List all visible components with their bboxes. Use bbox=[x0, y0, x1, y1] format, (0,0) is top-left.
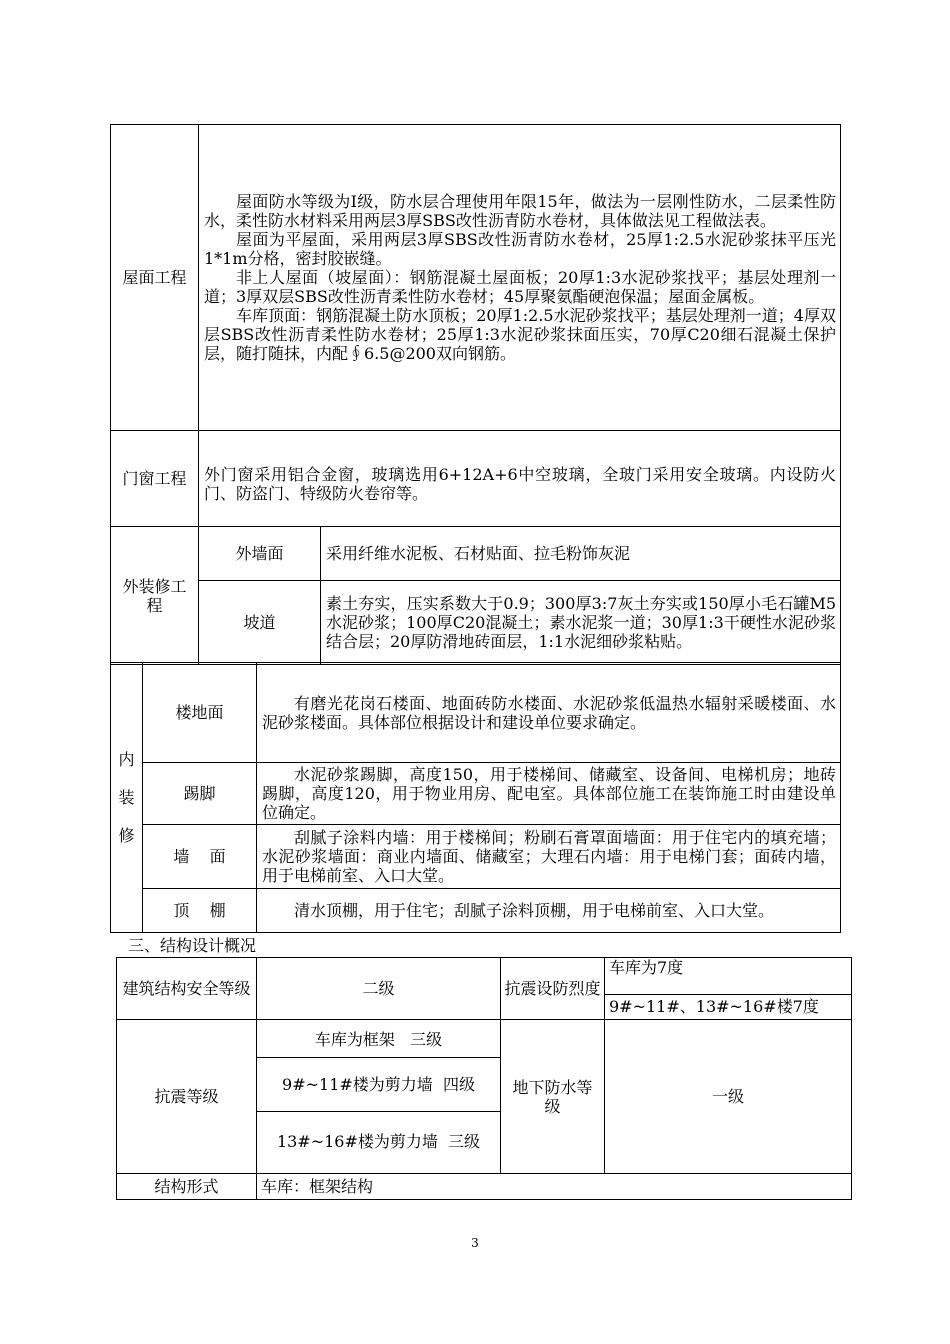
interior-table bbox=[110, 662, 841, 933]
seismic-value: 13#~16#楼为剪力墙 三级 bbox=[257, 1112, 500, 1172]
interior-label bbox=[111, 663, 143, 933]
fortify-value: 车库为7度 bbox=[609, 958, 684, 977]
interior-label-char: 装 bbox=[118, 787, 135, 807]
interior-row-text: 清水顶棚，用于住宅；刮腻子涂料顶棚，用于电梯前室、入口大堂。 bbox=[257, 889, 841, 933]
seismic-values bbox=[257, 1020, 501, 1174]
roof-paragraph: 非上人屋面（坡屋面）：钢筋混凝土屋面板；20厚1:3水泥砂浆找平；基层处理剂一道；3厚双层SBS改性沥青柔性防水卷材；45厚聚氨酯硬泡保温；屋面金属板。 bbox=[204, 268, 837, 306]
seismic-label: 抗震等级 bbox=[117, 1020, 257, 1174]
underground-value: 一级 bbox=[605, 1020, 852, 1174]
ramp-text: 素土夯实，压实系数大于0.9；300厚3:7灰土夯实或150厚小毛石罐M5水泥砂浆；100厚C20混凝土；素水泥浆一道；30厚1:3干硬性水泥砂浆结合层；20厚防滑地砖面层，1:1水泥细砂浆粘贴。 bbox=[321, 581, 841, 665]
exterior-wall-text: 采用纤维水泥板、石材贴面、拉毛粉饰灰泥 bbox=[321, 527, 841, 581]
interior-label-char: 内 bbox=[118, 749, 135, 769]
roof-paragraph: 车库顶面：钢筋混凝土防水顶板；20厚1:2.5水泥砂浆找平；基层处理剂一道；4厚双层SBS改性沥青柔性防水卷材；25厚1:3水泥砂浆抹面压实，70厚C20细石混凝土保护层，随打随抹，内配∮6.5@200双向钢筋。 bbox=[204, 306, 837, 363]
underground-label: 地下防水等级 bbox=[501, 1020, 605, 1174]
structure-value: 车库：框架结构 bbox=[257, 1174, 852, 1200]
roof-label: 屋面工程 bbox=[111, 125, 199, 431]
roof-content bbox=[199, 125, 841, 431]
seismic-value: 车库为框架 三级 bbox=[314, 1029, 443, 1049]
roof-paragraph: 屋面防水等级为Ⅰ级，防水层合理使用年限15年，做法为一层刚性防水，二层柔性防水，柔性防水材料采用两层3厚SBS改性沥青防水卷材，具体做法见工程做法表。 bbox=[204, 192, 837, 230]
safety-value: 二级 bbox=[257, 958, 501, 1020]
interior-row-text: 水泥砂浆踢脚，高度150，用于楼梯间、储藏室、设备间、电梯机房；地砖踢脚，高度120，用于物业用房、配电室。具体部位施工在装饰施工时由建设单位确定。 bbox=[257, 763, 841, 825]
building-table-upper bbox=[110, 124, 841, 665]
windows-label: 门窗工程 bbox=[111, 431, 199, 527]
interior-row-label: 楼地面 bbox=[143, 663, 257, 763]
windows-content: 外门窗采用铝合金窗，玻璃选用6+12A+6中空玻璃，全玻门采用安全玻璃。内设防火门、防盗门、特级防火卷帘等。 bbox=[199, 431, 841, 527]
fortify-values bbox=[605, 958, 852, 1020]
interior-row-label: 顶 棚 bbox=[143, 889, 257, 933]
seismic-value: 9#~11#楼为剪力墙 四级 bbox=[257, 1058, 500, 1112]
exterior-wall-label: 外墙面 bbox=[199, 527, 321, 581]
safety-label: 建筑结构安全等级 bbox=[117, 958, 257, 1020]
fortify-label: 抗震设防烈度 bbox=[501, 958, 605, 1020]
interior-label-char: 修 bbox=[118, 825, 135, 845]
interior-row-text: 有磨光花岗石楼面、地面砖防水楼面、水泥砂浆低温热水辐射采暖楼面、水泥砂浆楼面。具体部位根据设计和建设单位要求确定。 bbox=[257, 663, 841, 763]
interior-row-label: 墙 面 bbox=[143, 825, 257, 889]
exterior-label: 外装修工程 bbox=[111, 527, 199, 665]
page-number: 3 bbox=[471, 1236, 479, 1250]
fortify-value: 9#~11#、13#~16#楼7度 bbox=[605, 994, 851, 1019]
ramp-label: 坡道 bbox=[199, 581, 321, 665]
section-title: 三、结构设计概况 bbox=[128, 936, 257, 955]
structure-label: 结构形式 bbox=[117, 1174, 257, 1200]
roof-paragraph: 屋面为平屋面，采用两层3厚SBS改性沥青防水卷材，25厚1:2.5水泥砂浆抹平压光1*1m分格，密封胶嵌缝。 bbox=[204, 230, 837, 268]
interior-row-text: 刮腻子涂料内墙：用于楼梯间；粉刷石膏罩面墙面：用于住宅内的填充墙；水泥砂浆墙面：商业内墙面、储藏室；大理石内墙：用于电梯门套；面砖内墙，用于电梯前室、入口大堂。 bbox=[257, 825, 841, 889]
interior-row-label: 踢脚 bbox=[143, 763, 257, 825]
structure-table bbox=[116, 957, 852, 1200]
